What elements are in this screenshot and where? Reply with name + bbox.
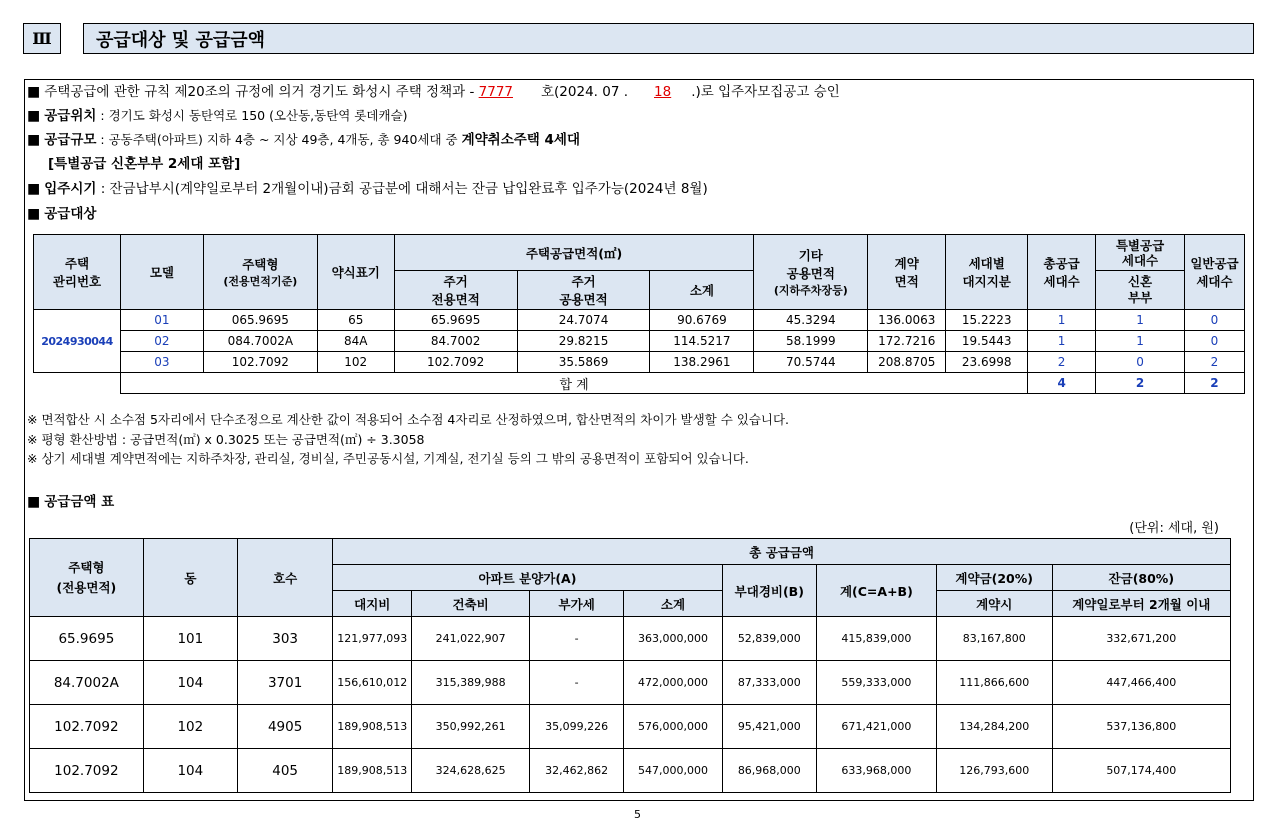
cell-exclusive: 102.7092: [394, 352, 517, 373]
header-total-units: 총공급 세대수: [1028, 235, 1096, 310]
header-abbr: 약식표기: [317, 235, 394, 310]
header-apt-price: 아파트 분양가(A): [333, 565, 722, 591]
cell-special: 1: [1096, 310, 1185, 331]
mgmt-number: 2024930044: [34, 310, 121, 373]
cell-common: 35.5869: [517, 352, 650, 373]
header-balance: 잔금(80%): [1052, 565, 1230, 591]
cell-dong: 101: [143, 617, 237, 661]
table-row: [30, 705, 1231, 749]
approval-number: 7777: [478, 84, 513, 100]
cell-type: 065.9695: [203, 310, 317, 331]
price-title-line: [27, 492, 114, 512]
sum-special: 2: [1096, 373, 1185, 394]
table-row: [30, 661, 1231, 705]
header-build: 건축비: [412, 591, 530, 617]
header-extra: 부대경비(B): [722, 565, 816, 617]
header-type-label: 주택형: [242, 257, 279, 272]
cell-total: 1: [1028, 310, 1096, 331]
cell-extra: 52,839,000: [722, 617, 816, 661]
cell-total: 1: [1028, 331, 1096, 352]
cell-extra: 87,333,000: [722, 661, 816, 705]
header-ho: 호수: [238, 539, 333, 617]
move-in-line: [27, 179, 708, 199]
cell-build: 241,022,907: [412, 617, 530, 661]
location-text: : 경기도 화성시 동탄역로 150 (오산동,동탄역 롯데캐슬): [96, 108, 408, 123]
cell-ho: 405: [238, 749, 333, 793]
move-in-text: : 잔금납부시(계약일로부터 2개월이내)금회 공급분에 대해서는 잔금 납입완료후 입주가능(2024년 8월): [96, 181, 708, 197]
table-row: [34, 331, 1245, 352]
square-bullet-icon: ■: [27, 84, 41, 100]
header-dong: 동: [143, 539, 237, 617]
cell-balance: 537,136,800: [1052, 705, 1230, 749]
cell-subtotal: 138.2961: [650, 352, 754, 373]
supply-price-table: [29, 538, 1231, 793]
approval-text: 주택공급에 관한 규칙 제20조의 규정에 의거 경기도 화성시 주택 정책과 -: [44, 84, 479, 100]
cell-general: 0: [1184, 310, 1244, 331]
cell-dong: 104: [143, 661, 237, 705]
header-land: 세대별 대지지분: [946, 235, 1028, 310]
cell-total: 2: [1028, 352, 1096, 373]
cell-build: 324,628,625: [412, 749, 530, 793]
table-row: [34, 310, 1245, 331]
header-subtotal: 소계: [650, 271, 754, 310]
cell-ho: 4905: [238, 705, 333, 749]
cell-general: 2: [1184, 352, 1244, 373]
cell-deposit: 134,284,200: [936, 705, 1052, 749]
approval-day: 18: [654, 84, 672, 100]
square-bullet-icon: ■: [27, 108, 41, 124]
header-total-price: 총 공급금액: [333, 539, 1231, 565]
approval-line: [27, 82, 840, 102]
approval-suffix: .)로 입주자모집공고 승인: [691, 84, 840, 100]
sum-label: 합 계: [120, 373, 1027, 394]
special-supply-note: [특별공급 신혼부부 2세대 포함]: [48, 156, 241, 172]
cell-subtotal: 472,000,000: [624, 661, 722, 705]
header-model: 모델: [120, 235, 203, 310]
location-label: 공급위치: [44, 108, 97, 124]
cell-other: 45.3294: [754, 310, 868, 331]
cell-vat: -: [530, 617, 624, 661]
square-bullet-icon: ■: [27, 494, 41, 510]
cell-sum: 559,333,000: [816, 661, 936, 705]
cell-subtotal: 363,000,000: [624, 617, 722, 661]
cell-model: 01: [120, 310, 203, 331]
section-title: 공급대상 및 공급금액: [83, 23, 1254, 54]
supply-target-table: [33, 234, 1245, 394]
cell-model: 03: [120, 352, 203, 373]
header-other: [754, 235, 868, 310]
cell-abbr: 84A: [317, 331, 394, 352]
square-bullet-icon: ■: [27, 206, 41, 222]
cell-type: 84.7002A: [30, 661, 144, 705]
cell-common: 29.8215: [517, 331, 650, 352]
header-special: 특별공급 세대수: [1096, 235, 1185, 271]
header-sum: 계(C=A+B): [816, 565, 936, 617]
scale-line: [27, 130, 580, 150]
square-bullet-icon: ■: [27, 181, 41, 197]
note-area-rounding: ※ 면적합산 시 소수점 5자리에서 단수조정으로 계산한 값이 적용되어 소수점 4자리로 산정하였으며, 합산면적의 차이가 발생할 수 있습니다.: [27, 412, 790, 427]
cell-deposit: 126,793,600: [936, 749, 1052, 793]
page-number: 5: [634, 808, 641, 821]
cell-land: 23.6998: [946, 352, 1028, 373]
cell-extra: 95,421,000: [722, 705, 816, 749]
header-type: [203, 235, 317, 310]
header-common: 주거 공용면적: [517, 271, 650, 310]
header-vat: 부가세: [530, 591, 624, 617]
cell-balance: 447,466,400: [1052, 661, 1230, 705]
cell-vat: 35,099,226: [530, 705, 624, 749]
cell-contract: 172.7216: [868, 331, 946, 352]
cell-type: 102.7092: [30, 749, 144, 793]
header-other-sub: (지하주차장등): [773, 284, 848, 297]
cell-exclusive: 65.9695: [394, 310, 517, 331]
cell-deposit: 111,866,600: [936, 661, 1052, 705]
location-line: [27, 106, 408, 126]
cell-type: 084.7002A: [203, 331, 317, 352]
header-newlywed: 신혼 부부: [1096, 271, 1185, 310]
header-balance-sub: 계약일로부터 2개월 이내: [1052, 591, 1230, 617]
cell-land: 156,610,012: [333, 661, 412, 705]
cell-land: 121,977,093: [333, 617, 412, 661]
price-table-title: 공급금액 표: [44, 494, 115, 510]
header-deposit-sub: 계약시: [936, 591, 1052, 617]
cell-common: 24.7074: [517, 310, 650, 331]
table-row: [34, 352, 1245, 373]
header-type-sub: (전용면적기준): [223, 275, 298, 288]
cell-build: 315,389,988: [412, 661, 530, 705]
cell-subtotal: 547,000,000: [624, 749, 722, 793]
cell-sum: 415,839,000: [816, 617, 936, 661]
cell-special: 1: [1096, 331, 1185, 352]
cell-sum: 671,421,000: [816, 705, 936, 749]
cell-extra: 86,968,000: [722, 749, 816, 793]
approval-date: 호(2024. 07 .: [541, 84, 629, 100]
header-contract: 계약 면적: [868, 235, 946, 310]
cell-type: 102.7092: [203, 352, 317, 373]
move-in-label: 입주시기: [44, 181, 97, 197]
cell-deposit: 83,167,800: [936, 617, 1052, 661]
header-deposit: 계약금(20%): [936, 565, 1052, 591]
sum-row: [34, 373, 1245, 394]
scale-highlight: 계약취소주택 4세대: [461, 132, 580, 148]
cell-special: 0: [1096, 352, 1185, 373]
cell-vat: 32,462,862: [530, 749, 624, 793]
cell-ho: 303: [238, 617, 333, 661]
section-number: Ⅲ: [23, 23, 61, 54]
cell-land: 189,908,513: [333, 749, 412, 793]
cell-subtotal: 576,000,000: [624, 705, 722, 749]
cell-model: 02: [120, 331, 203, 352]
cell-type: 65.9695: [30, 617, 144, 661]
cell-land: 189,908,513: [333, 705, 412, 749]
cell-dong: 104: [143, 749, 237, 793]
header-mgmt-no: 주택 관리번호: [34, 235, 121, 310]
cell-balance: 332,671,200: [1052, 617, 1230, 661]
square-bullet-icon: ■: [27, 132, 41, 148]
cell-vat: -: [530, 661, 624, 705]
sum-total: 4: [1028, 373, 1096, 394]
cell-subtotal: 90.6769: [650, 310, 754, 331]
cell-type: 102.7092: [30, 705, 144, 749]
scale-text: : 공동주택(아파트) 지하 4층 ~ 지상 49층, 4개동, 총 940세대 중: [96, 132, 462, 147]
cell-other: 58.1999: [754, 331, 868, 352]
cell-ho: 3701: [238, 661, 333, 705]
header-exclusive: 주거 전용면적: [394, 271, 517, 310]
cell-contract: 208.8705: [868, 352, 946, 373]
scale-label: 공급규모: [44, 132, 97, 148]
target-label: 공급대상: [44, 206, 97, 222]
table-row: [30, 749, 1231, 793]
header-general: 일반공급 세대수: [1184, 235, 1244, 310]
header-subtotal: 소계: [624, 591, 722, 617]
cell-general: 0: [1184, 331, 1244, 352]
cell-land: 19.5443: [946, 331, 1028, 352]
unit-label: (단위: 세대, 원): [1129, 521, 1219, 536]
header-type: 주택형 (전용면적): [30, 539, 144, 617]
cell-sum: 633,968,000: [816, 749, 936, 793]
header-area-group: 주택공급면적(㎡): [394, 235, 754, 271]
cell-land: 15.2223: [946, 310, 1028, 331]
cell-abbr: 65: [317, 310, 394, 331]
table-row: [30, 617, 1231, 661]
sum-blank: [34, 373, 121, 394]
note-contract-area: ※ 상기 세대별 계약면적에는 지하주차장, 관리실, 경비실, 주민공동시설, 기계실, 전기실 등의 그 밖의 공용면적이 포함되어 있습니다.: [27, 451, 749, 466]
header-other-label: 기타 공용면적: [786, 248, 835, 281]
cell-contract: 136.0063: [868, 310, 946, 331]
cell-subtotal: 114.5217: [650, 331, 754, 352]
header-land: 대지비: [333, 591, 412, 617]
cell-abbr: 102: [317, 352, 394, 373]
cell-exclusive: 84.7002: [394, 331, 517, 352]
target-line: [27, 204, 96, 224]
cell-balance: 507,174,400: [1052, 749, 1230, 793]
cell-dong: 102: [143, 705, 237, 749]
sum-general: 2: [1184, 373, 1244, 394]
cell-other: 70.5744: [754, 352, 868, 373]
cell-build: 350,992,261: [412, 705, 530, 749]
note-pyeong-conversion: ※ 평형 환산방법 : 공급면적(㎡) x 0.3025 또는 공급면적(㎡) ÷ 3.3058: [27, 432, 425, 447]
scale-line-2: [48, 154, 240, 174]
